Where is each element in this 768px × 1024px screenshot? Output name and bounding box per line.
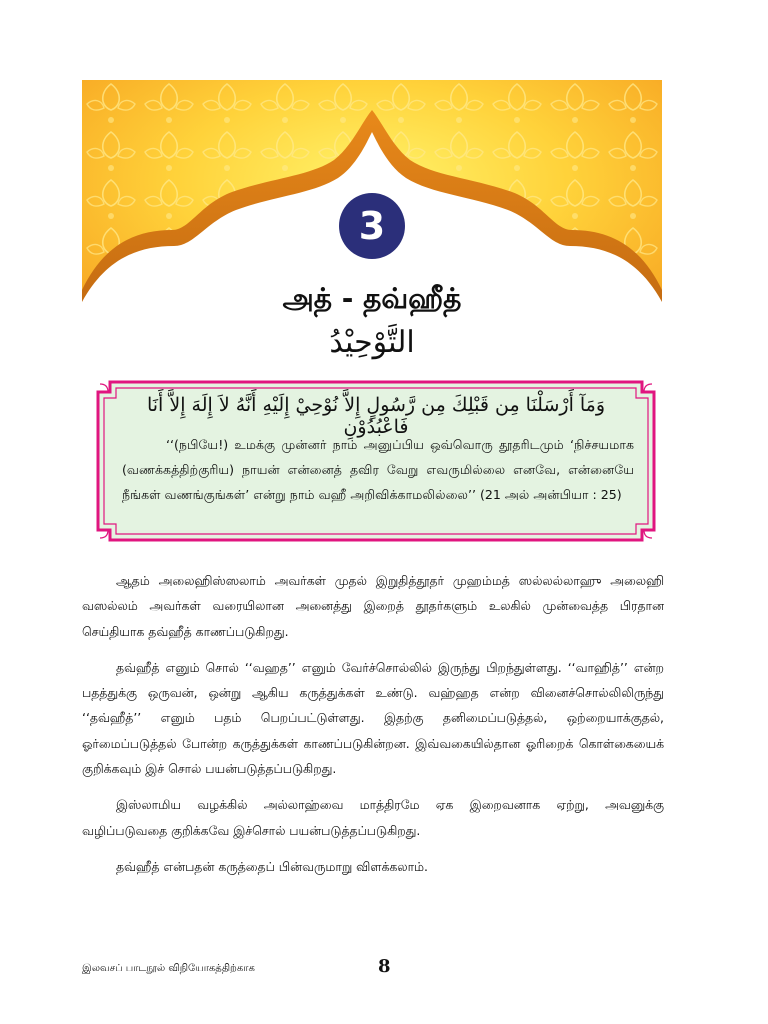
paragraph: தவ்ஹீத் என்பதன் கருத்தைப் பின்வருமாறு விளக்கலாம். xyxy=(116,858,428,874)
chapter-header xyxy=(82,80,662,370)
quran-verse-box xyxy=(96,380,656,542)
paragraph: தவ்ஹீத் எனும் சொல் ‘‘வஹத’’ எனும் வேர்ச்சொல்லில் இருந்து பிறந்துள்ளது. ‘‘வாஹித்’’ என்ற பதத்துக்கு ஒருவன், ஒன்று ஆகிய கருத்துக்கள் உண்டு. வஹ்ஹத என்ற வினைச்சொல்லிலிருந்து ‘‘தவ்ஹீத்’’ எனும் பதம் பெறப்பட்டுள்ளது. இதற்கு தனிமைப்படுத்தல், ஒற்றையாக்குதல், ஓர்மைப்படுத்தல் போன்ற கருத்துக்கள் காணப்படுகின்றன. இவ்வகையில்தான ஓரிறைக் கொள்கையைக் குறிக்கவும் இச் சொல் பயன்படுத்தப்படுகிறது. xyxy=(82,659,664,777)
page-number: 8 xyxy=(378,956,391,977)
chapter-number-badge: 3 xyxy=(339,193,405,259)
footer-note: இலவசப் பாடநூல் விநியோகத்திற்காக xyxy=(82,963,255,974)
verse-tamil-translation: ‘‘(நபியே!) உமக்கு முன்னர் நாம் அனுப்பிய ஒவ்வொரு தூதரிடமும் ‘நிச்சயமாக (வணக்கத்திற்குரிய) நாயன் என்னைத் தவிர வேறு எவருமில்லை எனவே, என்னையே நீங்கள் வணங்குங்கள்’ என்று நாம் வஹீ அறிவிக்காமலில்லை’’ (21 அல் அன்பியா : 25) xyxy=(122,437,634,502)
chapter-title-arabic: التَّوْحِيْدُ xyxy=(329,325,415,360)
chapter-body xyxy=(82,568,664,890)
paragraph: ஆதம் அலைஹிஸ்ஸலாம் அவர்கள் முதல் இறுதித்தூதர் முஹம்மத் ஸல்லல்லாஹு அலைஹி வஸல்லம் அவர்கள் வரையிலான அனைத்து இறைத் தூதர்களும் உலகில் முன்வைத்த பிரதான செய்தியாக தவ்ஹீத் காணப்படுகிறது. xyxy=(82,573,664,639)
chapter-title-tamil: அத் - தவ்ஹீத் xyxy=(282,282,462,315)
verse-arabic-text: وَمَآ أَرْسَلْنَا مِن قَبْلِكَ مِن رَّسُولٍ إِلاَّ نُوْحِيْ إِلَيْهِ أَنَّهُ لاَ إِلَهَ إِلاَّ أَنَا فَاعْبُدُوْنِ xyxy=(146,394,606,438)
paragraph: இஸ்லாமிய வழக்கில் அல்லாஹ்வை மாத்திரமே ஏக இறைவனாக ஏற்று, அவனுக்கு வழிப்படுவதை குறிக்கவே இச்சொல் பயன்படுத்தப்படுகிறது. xyxy=(82,797,664,838)
